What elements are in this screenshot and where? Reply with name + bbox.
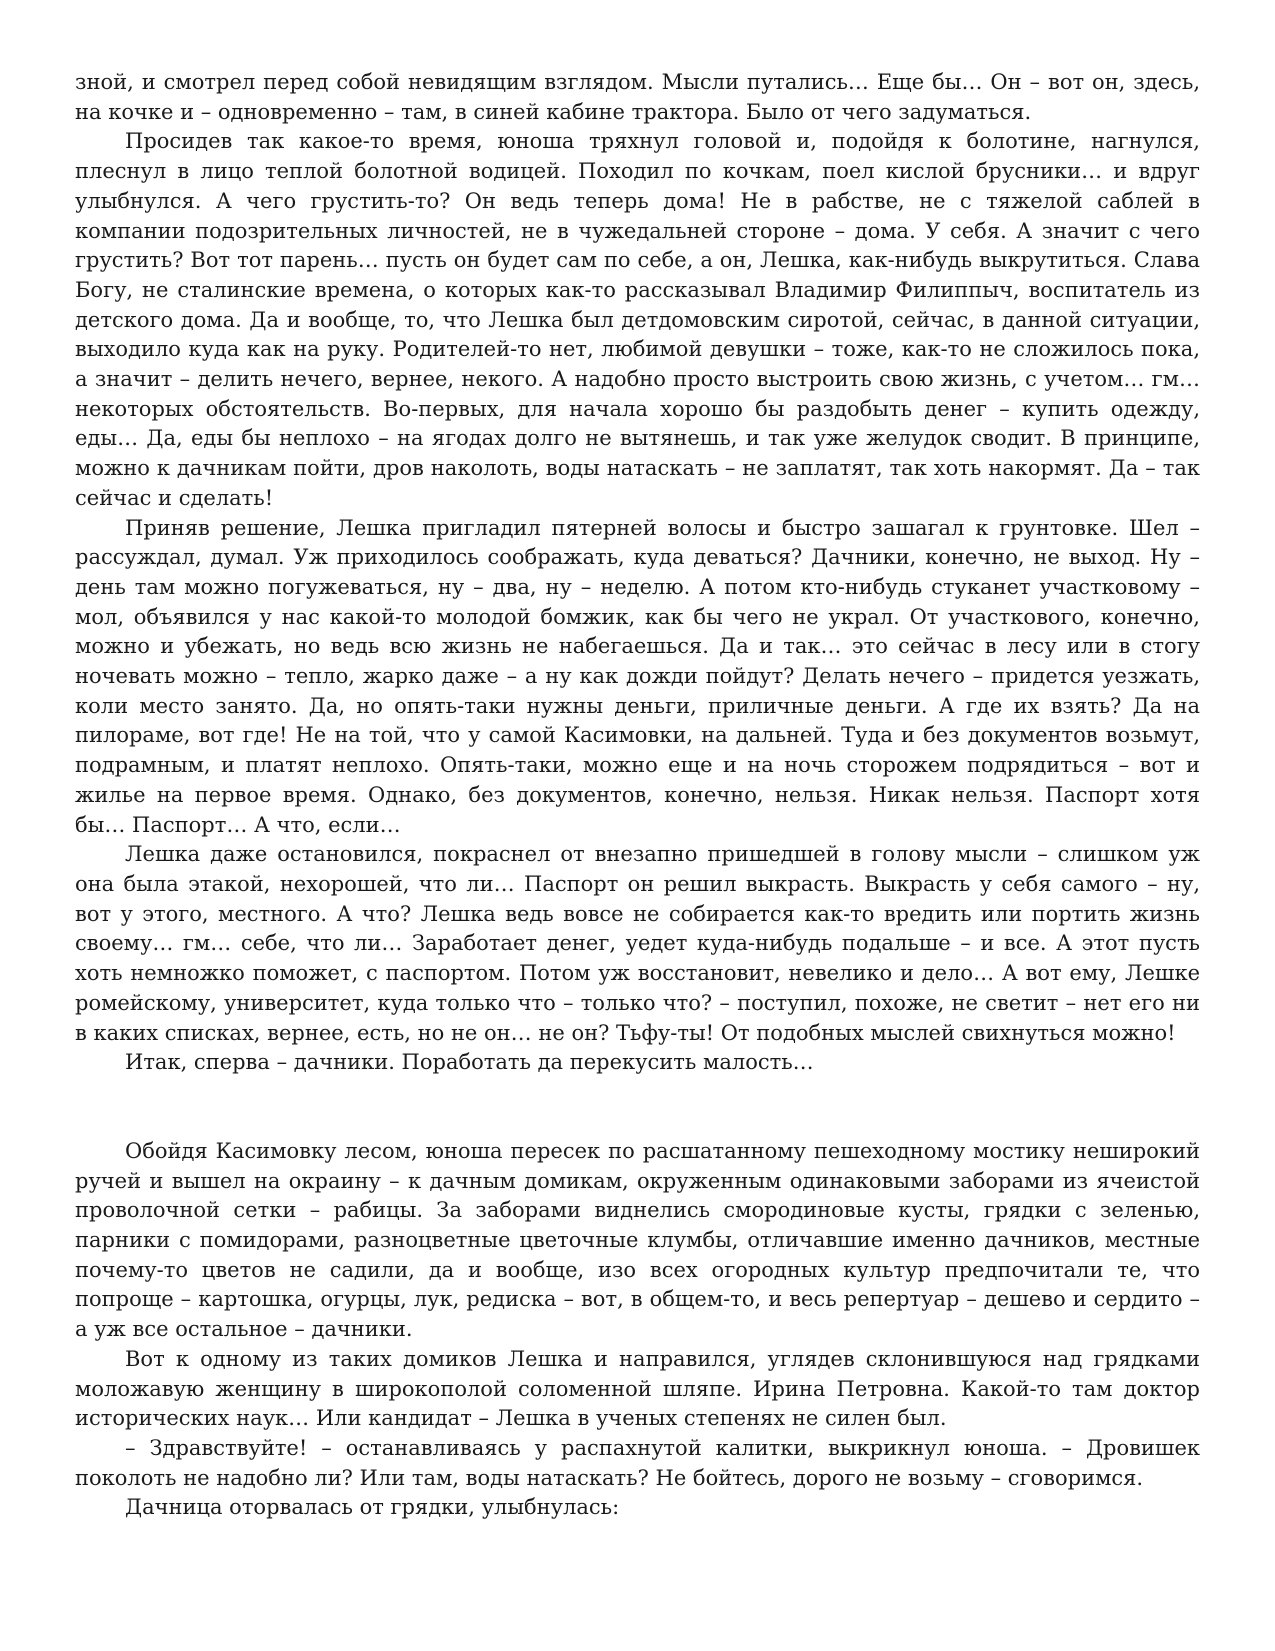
document-page: [75, 68, 1200, 1523]
paragraph-6: Обойдя Касимовку лесом, юноша пересек по расшатанному пешеходному мостику неширокий ручей и вышел на окраину – к дачным домикам, окруженным одинаковыми заборами из ячеистой проволочной сетки – рабицы. За заборами виднелись смородиновые кусты, грядки с зеленью, парники с помидорами, разноцветные цветочные клумбы, отличавшие именно дачников, местные почему-то цветов не садили, да и вообще, изо всех огородных культур предпочитали те, что попроще – картошка, огурцы, лук, редиска – вот, в общем-то, и весь репертуар – дешево и сердито – а уж все остальное – дачники.: [75, 1138, 1200, 1342]
paragraph-2: Просидев так какое-то время, юноша тряхнул головой и, подойдя к болотине, нагнулся, плеснул в лицо теплой болотной водицей. Походил по кочкам, поел кислой брусники… и вдруг улыбнулся. А чего грустить-то? Он ведь теперь дома! Не в рабстве, не с тяжелой саблей в компании подозрительных личностей, не в чужедальней стороне – дома. У себя. А значит с чего грустить? Вот тот парень… пусть он будет сам по себе, а он, Лешка, как-нибудь выкрутиться. Слава Богу, не сталинские времена, о которых как-то рассказывал Владимир Филиппыч, воспитатель из детского дома. Да и вообще, то, что Лешка был детдомовским сиротой, сейчас, в данной ситуации, выходило куда как на руку. Родителей-то нет, любимой девушки – тоже, как-то не сложилось пока, а значит – делить нечего, вернее, некого. А надобно просто выстроить свою жизнь, с учетом… гм… некоторых обстоятельств. Во-первых, для начала хорошо бы раздобыть денег – купить одежду, еды… Да, еды бы неплохо – на ягодах долго не вытянешь, и так уже желудок сводит. В принципе, можно к дачникам пойти, дров наколоть, воды натаскать – не заплатят, так хоть накормят. Да – так сейчас и сделать!: [75, 129, 1200, 510]
paragraph-5: Итак, сперва – дачники. Поработать да перекусить малость…: [125, 1050, 814, 1075]
paragraph-3: Приняв решение, Лешка пригладил пятерней волосы и быстро зашагал к грунтовке. Шел – рассуждал, думал. Уж приходилось соображать, куда деваться? Дачники, конечно, не выход. Ну – день там можно погужеваться, ну – два, ну – неделю. А потом кто-нибудь стуканет участковому – мол, объявился у нас какой-то молодой бомжик, как бы чего не украл. От участкового, конечно, можно и убежать, но ведь всю жизнь не набегаешься. Да и так… это сейчас в лесу или в стогу ночевать можно – тепло, жарко даже – а ну как дожди пойдут? Делать нечего – придется уезжать, коли место занято. Да, но опять-таки нужны деньги, приличные деньги. А где их взять? Да на пилораме, вот где! Не на той, что у самой Касимовки, на дальней. Туда и без документов возьмут, подрамным, и платят неплохо. Опять-таки, можно еще и на ночь сторожем подрядиться – вот и жилье на первое время. Однако, без документов, конечно, нельзя. Никак нельзя. Паспорт хотя бы… Паспорт… А что, если…: [75, 515, 1200, 837]
paragraph-4: Лешка даже остановился, покраснел от внезапно пришедшей в голову мысли – слишком уж она была этакой, нехорошей, что ли… Паспорт он решил выкрасть. Выкрасть у себя самого – ну, вот у этого, местного. А что? Лешка ведь вовсе не собирается как-то вредить или портить жизнь своему… гм… себе, что ли… Заработает денег, уедет куда-нибудь подальше – и все. А этот пусть хоть немножко поможет, с паспортом. Потом уж восстановит, невелико и дело… А вот ему, Лешке ромейскому, университет, куда только что – только что? – поступил, похоже, не светит – нет его ни в каких списках, вернее, есть, но не он… не он? Тьфу-ты! От подобных мыслей свихнуться можно!: [75, 842, 1200, 1045]
paragraph-9: Дачница оторвалась от грядки, улыбнулась:: [125, 1495, 620, 1520]
section-break: [75, 1078, 1200, 1137]
paragraph-8: – Здравствуйте! – останавливаясь у распахнутой калитки, выкрикнул юноша. – Дровишек поколоть не надобно ли? Или там, воды натаскать? Не бойтесь, дорого не возьму – сговоримся.: [75, 1435, 1200, 1490]
paragraph-1: зной, и смотрел перед собой невидящим взглядом. Мысли путались… Еще бы… Он – вот он, здесь, на кочке и – одновременно – там, в синей кабине трактора. Было от чего задуматься.: [75, 70, 1200, 124]
paragraph-7: Вот к одному из таких домиков Лешка и направился, углядев склонившуюся над грядками моложавую женщину в широкополой соломенной шляпе. Ирина Петровна. Какой-то там доктор исторических наук… Или кандидат – Лешка в ученых степенях не силен был.: [75, 1346, 1200, 1431]
